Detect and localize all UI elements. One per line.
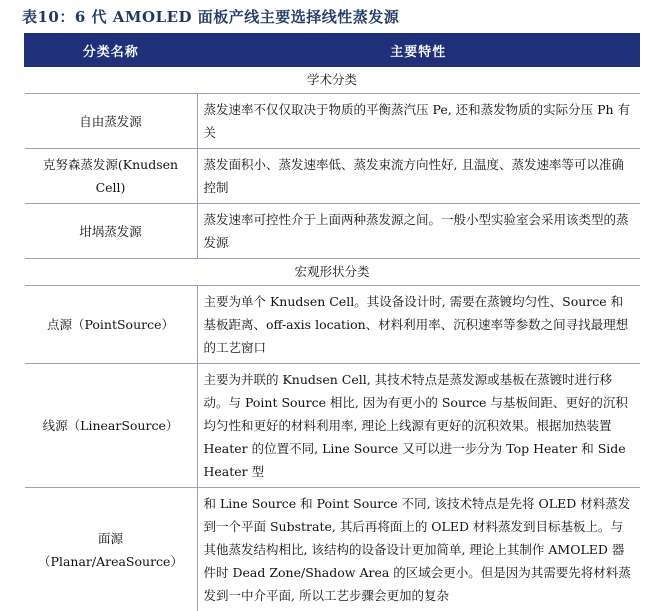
category-cell: 点源（PointSource） [25,286,198,364]
category-cell: 线源（LinearSource） [25,364,198,488]
section-academic: 学术分类 [25,67,640,94]
description-cell: 蒸发速率不仅仅取决于物质的平衡蒸汽压 Pe, 还和蒸发物质的实际分压 Ph 有关 [197,94,640,149]
category-cell: 克努森蒸发源(Knudsen Cell) [25,149,198,204]
section-row [25,67,640,94]
section-row [25,259,640,286]
category-cell: 自由蒸发源 [25,94,198,149]
description-cell: 主要为并联的 Knudsen Cell, 其技术特点是蒸发源或基板在蒸镀时进行移动。与 Point Source 相比, 因为有更小的 Source 与基板间距、更好的沉积均匀性和更好的材料利用率, 理论上线源有更好的沉积效果。根据加热装置 Heater 的位置不同, Line Source 又可以进一步分为 Top Heater 和 Side Heater 型 [197,364,640,488]
table-title: 表10：6 代 AMOLED 面板产线主要选择线性蒸发源 [22,6,399,27]
description-cell: 主要为单个 Knudsen Cell。其设备设计时, 需要在蒸镀均匀性、Source 和基板距离、off-axis location、材料利用率、沉积速率等参数之间寻找最理想的工艺窗口 [197,286,640,364]
table-row [25,149,640,204]
evaporation-source-table [24,33,640,611]
category-cell: 面源（Planar/AreaSource） [25,488,198,611]
table-row [25,488,640,611]
description-cell: 和 Line Source 和 Point Source 不同, 该技术特点是先将 OLED 材料蒸发到一个平面 Substrate, 其后再将面上的 OLED 材料蒸发到目标基板上。与其他蒸发结构相比, 该结构的设备设计更加简单, 理论上其制作 AMOLED 器件时 Dead Zone/Shadow Area 的区域会更小。但是因为其需要先将材料蒸发到一中介平面, 所以工艺步骤会更加的复杂 [197,488,640,611]
description-cell: 蒸发速率可控性介于上面两种蒸发源之间。一般小型实验室会采用该类型的蒸发源 [197,204,640,259]
header-features: 主要特性 [197,34,640,67]
table-row [25,204,640,259]
category-cell: 坩埚蒸发源 [25,204,198,259]
table-row [25,364,640,488]
header-category: 分类名称 [25,34,198,67]
table-row [25,286,640,364]
header-row [25,34,640,67]
section-macro-shape: 宏观形状分类 [25,259,640,286]
table-row [25,94,640,149]
description-cell: 蒸发面积小、蒸发速率低、蒸发束流方向性好, 且温度、蒸发速率等可以准确控制 [197,149,640,204]
